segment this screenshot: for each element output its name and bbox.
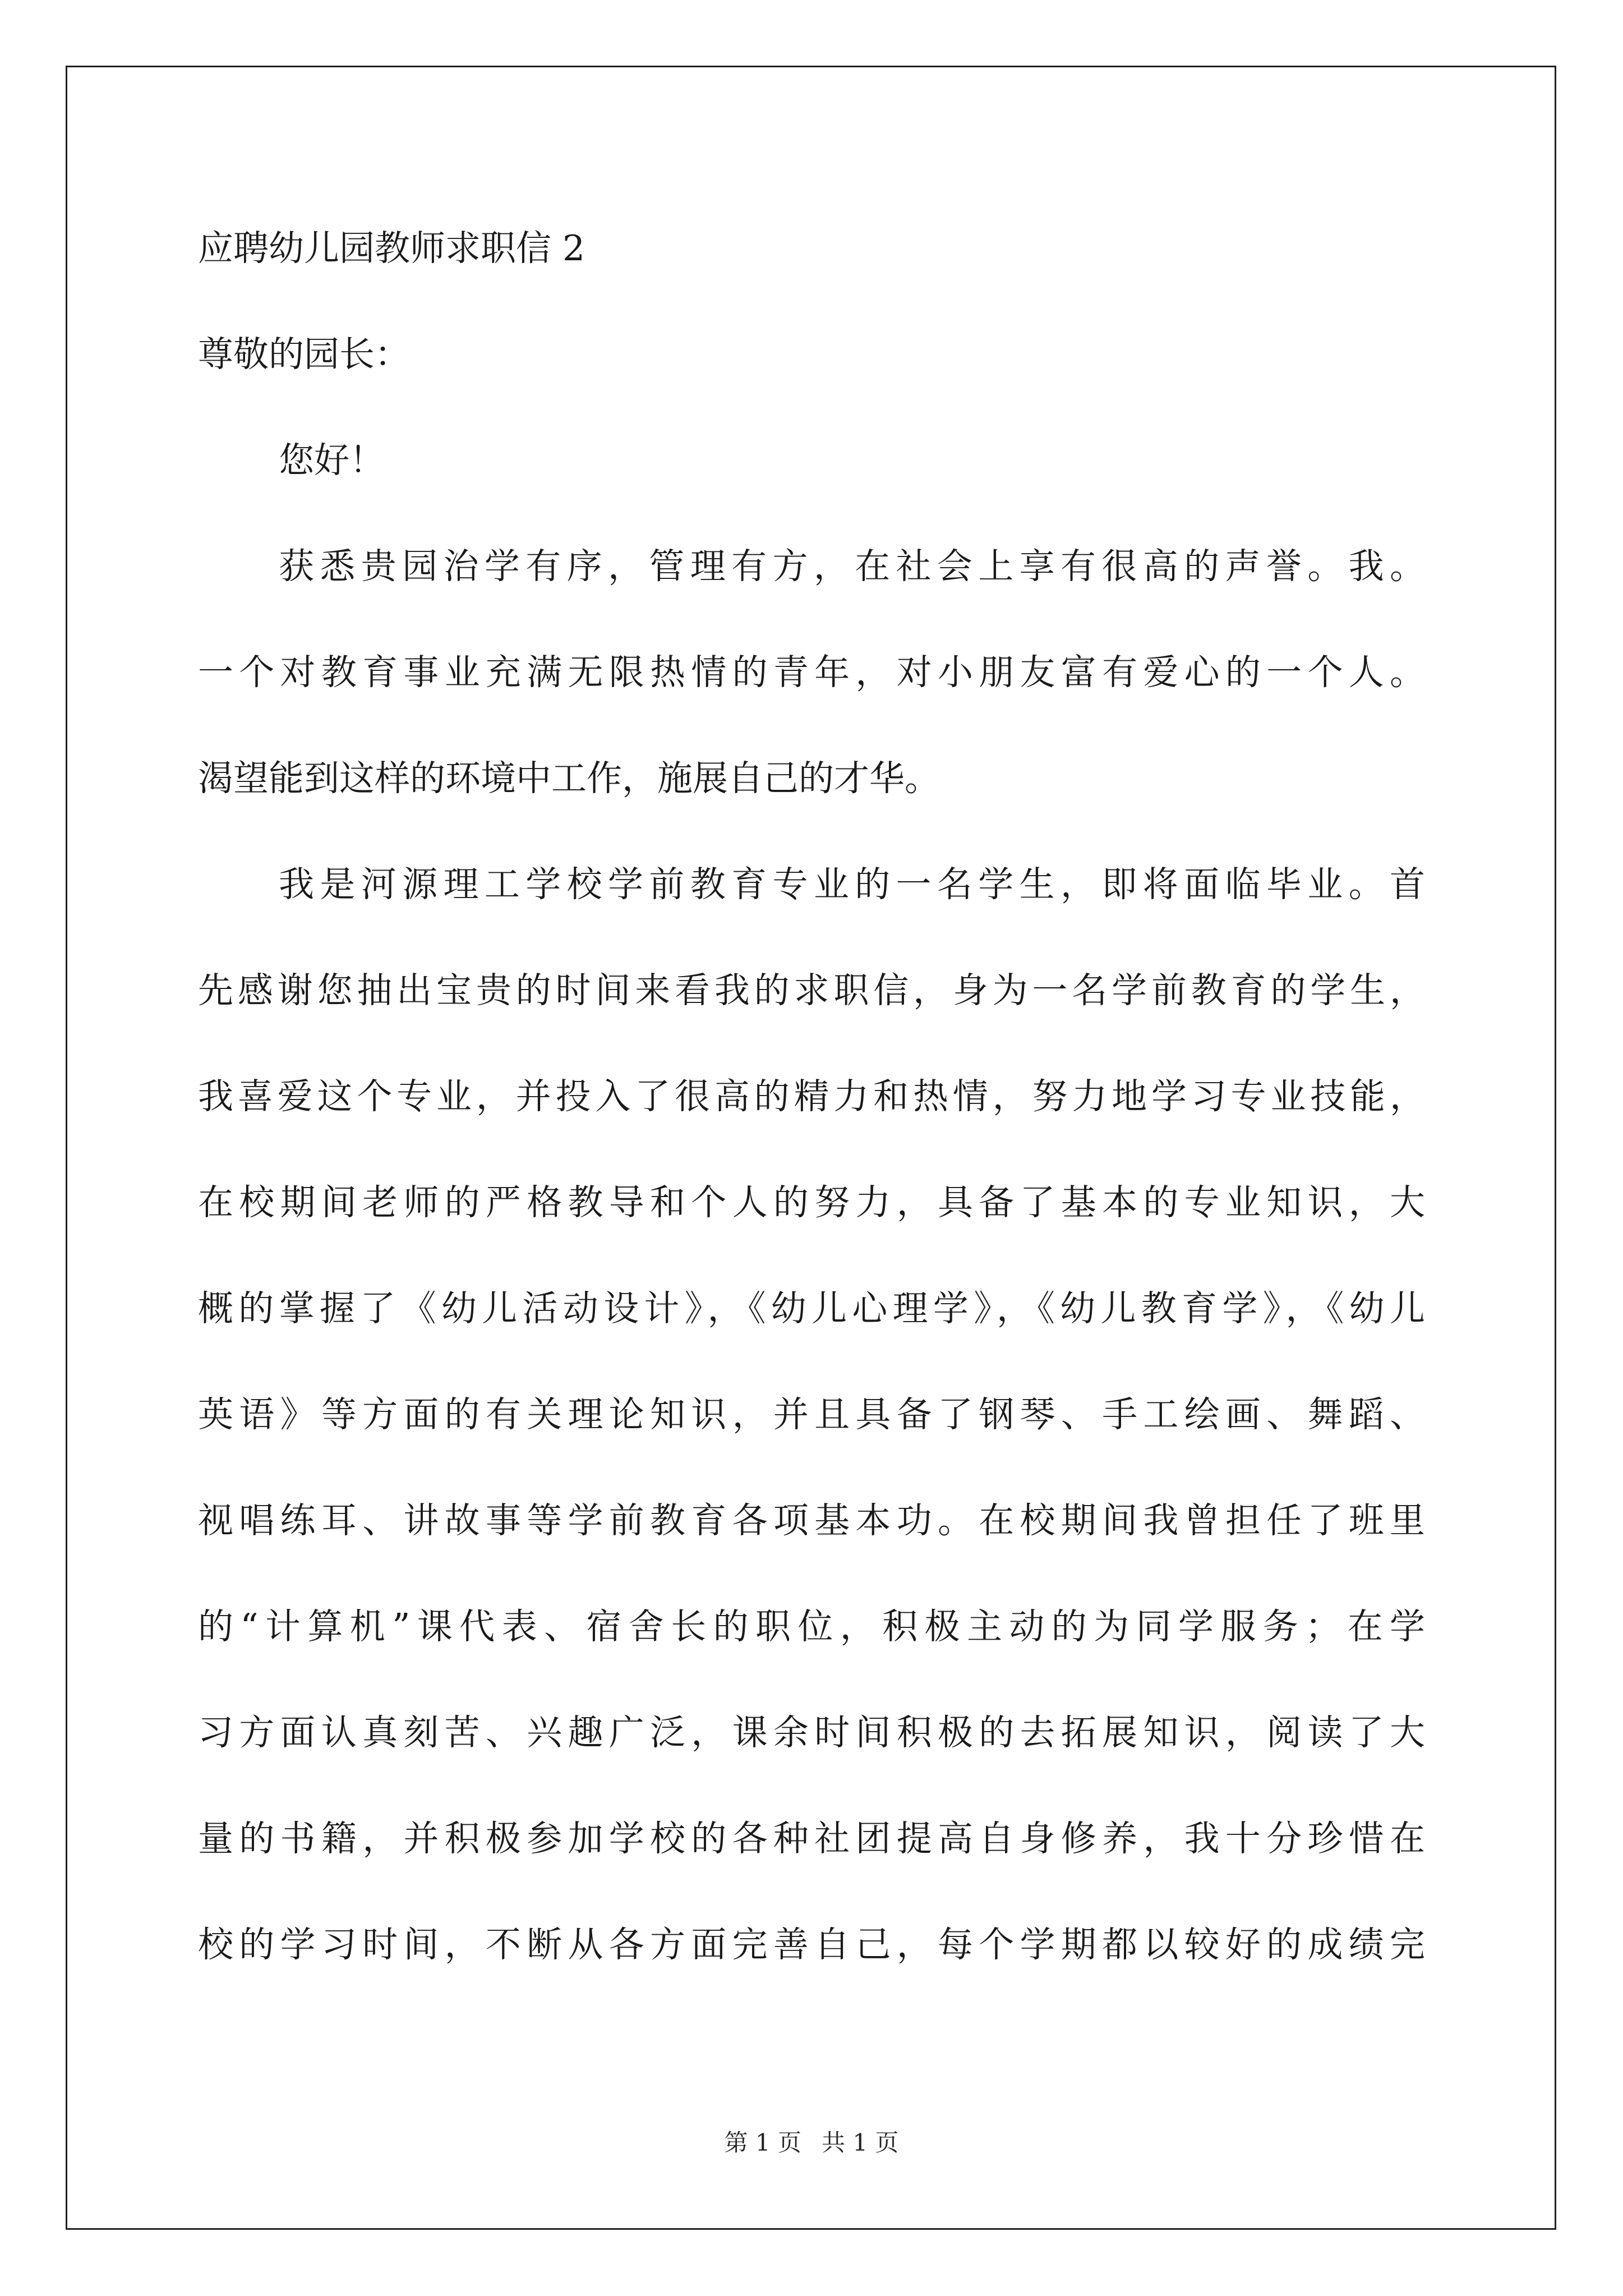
paragraph-line: 我喜爱这个专业，并投入了很高的精力和热情，努力地学习专业技能， xyxy=(198,1076,1425,1117)
salutation: 尊敬的园长： xyxy=(198,334,410,375)
letter-body xyxy=(198,218,1425,2020)
page-number: 第 1 页 xyxy=(724,2129,801,2156)
page-total: 共 1 页 xyxy=(822,2129,899,2156)
paragraph-line: 渴望能到这样的环境中工作，施展自己的才华。 xyxy=(198,758,940,799)
paragraph-line: 量的书籍，并积极参加学校的各种社团提高自身修养，我十分珍惜在 xyxy=(198,1818,1425,1859)
page-footer xyxy=(0,2126,1623,2160)
paragraph-line: 我是河源理工学校学前教育专业的一名学生，即将面临毕业。首 xyxy=(279,864,1425,905)
paragraph-line: 先感谢您抽出宝贵的时间来看我的求职信，身为一名学前教育的学生， xyxy=(198,970,1425,1011)
paragraph-line: 获悉贵园治学有序，管理有方，在社会上享有很高的声誉。我。 xyxy=(279,546,1425,587)
paragraph-line: 概的掌握了《幼儿活动设计》，《幼儿心理学》，《幼儿教育学》，《幼儿 xyxy=(198,1288,1425,1329)
letter-title: 应聘幼儿园教师求职信 2 xyxy=(198,228,585,269)
greeting: 您好！ xyxy=(279,440,385,481)
paragraph-line: 在校期间老师的严格教导和个人的努力，具备了基本的专业知识，大 xyxy=(198,1182,1425,1223)
paragraph-line: 一个对教育事业充满无限热情的青年，对小朋友富有爱心的一个人。 xyxy=(198,652,1425,693)
paragraph-line: 校的学习时间，不断从各方面完善自己，每个学期都以较好的成绩完 xyxy=(198,1924,1425,1965)
paragraph-line: 的“计算机”课代表、宿舍长的职位，积极主动的为同学服务；在学 xyxy=(198,1606,1425,1647)
paragraph-line: 英语》等方面的有关理论知识，并且具备了钢琴、手工绘画、舞蹈、 xyxy=(198,1394,1425,1435)
paragraph-line: 视唱练耳、讲故事等学前教育各项基本功。在校期间我曾担任了班里 xyxy=(198,1500,1425,1541)
paragraph-line: 习方面认真刻苦、兴趣广泛，课余时间积极的去拓展知识，阅读了大 xyxy=(198,1712,1425,1753)
